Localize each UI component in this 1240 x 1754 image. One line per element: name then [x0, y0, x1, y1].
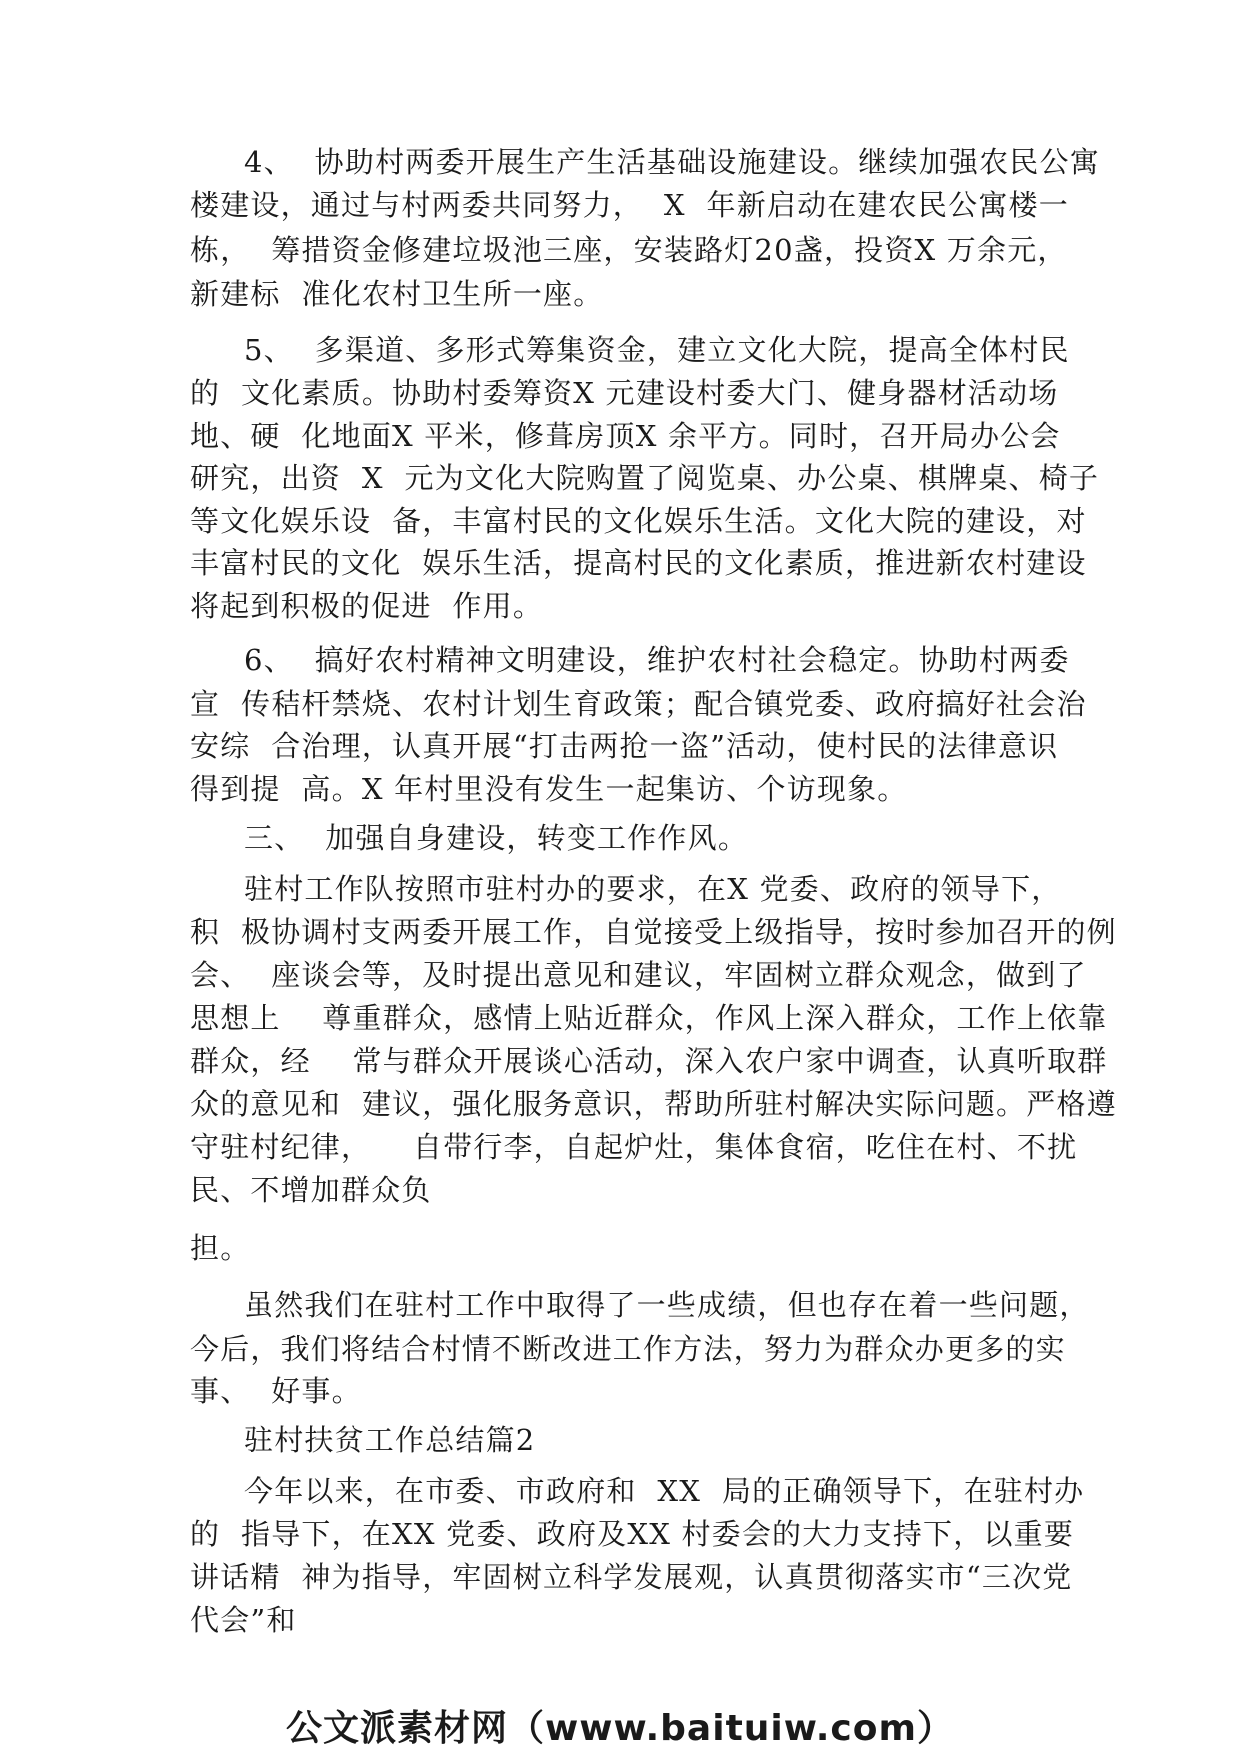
body-line: 6、 搞好农村精神文明建设，维护农村社会稳定。协助村两委 [244, 643, 1070, 677]
body-line: 思想上 尊重群众，感情上贴近群众，作风上深入群众，工作上依靠 [190, 1001, 1108, 1035]
body-line: 将起到积极的促进 作用。 [190, 589, 544, 623]
body-line: 安综 合治理，认真开展“打击两抢一盗”活动，使村民的法律意识 [190, 729, 1059, 763]
body-line: 积 极协调村支两委开展工作，自觉接受上级指导，按时参加召开的例 [190, 915, 1117, 949]
body-line: 代会”和 [190, 1603, 297, 1637]
section-heading: 三、 加强自身建设，转变工作作风。 [244, 821, 749, 855]
body-line: 研究，出资 X 元为文化大院购置了阅览桌、办公桌、棋牌桌、椅子 [190, 461, 1100, 495]
body-line: 丰富村民的文化 娱乐生活，提高村民的文化素质，推进新农村建设 [190, 546, 1087, 580]
body-line: 讲话精 神为指导，牢固树立科学发展观，认真贯彻落实市“三次党 [190, 1560, 1073, 1594]
body-line: 5、 多渠道、多形式筹集资金，建立文化大院，提高全体村民 [244, 333, 1070, 367]
body-line: 得到提 高。X 年村里没有发生一起集访、个访现象。 [190, 772, 908, 806]
body-line: 新建标 准化农村卫生所一座。 [190, 277, 604, 311]
body-line: 今年以来，在市委、市政府和 XX 局的正确领导下，在驻村办 [244, 1474, 1085, 1508]
body-line: 群众，经 常与群众开展谈心活动，深入农户家中调查，认真听取群 [190, 1044, 1108, 1078]
body-line: 驻村工作队按照市驻村办的要求，在X 党委、政府的领导下， [244, 872, 1062, 906]
body-line: 宣 传秸杆禁烧、农村计划生育政策；配合镇党委、政府搞好社会治 [190, 687, 1087, 721]
body-line: 今后，我们将结合村情不断改进工作方法，努力为群众办更多的实 [190, 1332, 1066, 1366]
body-line: 众的意见和 建议，强化服务意识，帮助所驻村解决实际问题。严格遵 [190, 1087, 1117, 1121]
body-line: 4、 协助村两委开展生产生活基础设施建设。继续加强农民公寓 [244, 145, 1100, 179]
body-line: 会、 座谈会等，及时提出意见和建议，牢固树立群众观念，做到了 [190, 958, 1087, 992]
body-line: 守驻村纪律， 自带行李，自起炉灶，集体食宿，吃住在村、不扰 [190, 1130, 1078, 1164]
body-line: 担。 [190, 1231, 251, 1265]
body-line: 地、硬 化地面X 平米，修葺房顶X 余平方。同时，召开局办公会 [190, 419, 1061, 453]
footer-watermark: 公文派素材网（www.baituiw.com） [286, 1708, 954, 1749]
body-line: 楼建设，通过与村两委共同努力， X 年新启动在建农民公寓楼一 [190, 188, 1069, 222]
body-line: 等文化娱乐设 备，丰富村民的文化娱乐生活。文化大院的建设，对 [190, 504, 1087, 538]
body-line: 的 文化素质。协助村委筹资X 元建设村委大门、健身器材活动场 [190, 376, 1059, 410]
body-line: 事、 好事。 [190, 1374, 362, 1408]
body-line: 栋， 筹措资金修建垃圾池三座，安装路灯20盏，投资X 万余元， [190, 233, 1068, 267]
body-line: 民、不增加群众负 [190, 1173, 432, 1207]
article-subtitle: 驻村扶贫工作总结篇2 [244, 1423, 536, 1457]
body-line: 虽然我们在驻村工作中取得了一些成绩，但也存在着一些问题， [244, 1288, 1090, 1322]
body-line: 的 指导下，在XX 党委、政府及XX 村委会的大力支持下，以重要 [190, 1517, 1075, 1551]
